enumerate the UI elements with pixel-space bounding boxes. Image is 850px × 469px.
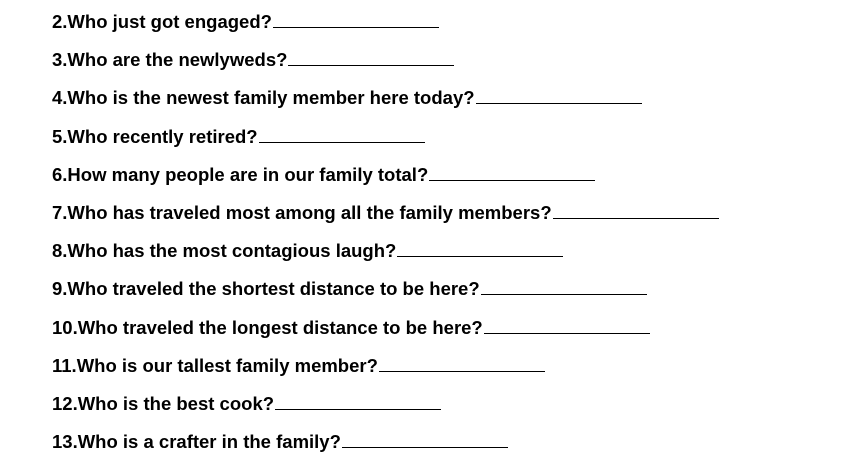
answer-blank[interactable] [273, 26, 439, 28]
question-text: 4.Who is the newest family member here today? [52, 87, 475, 109]
question-item [52, 240, 719, 278]
question-item [52, 431, 719, 469]
question-item [52, 126, 719, 164]
answer-blank[interactable] [379, 370, 545, 372]
answer-blank[interactable] [288, 64, 454, 66]
answer-blank[interactable] [259, 141, 425, 143]
question-text: 11.Who is our tallest family member? [52, 354, 378, 376]
question-text: 9.Who traveled the shortest distance to be here? [52, 278, 480, 300]
answer-blank[interactable] [397, 255, 563, 257]
question-text: 12.Who is the best cook? [52, 392, 275, 414]
question-item [52, 164, 719, 202]
answer-blank[interactable] [553, 217, 719, 219]
question-text: 7.Who has traveled most among all the family members? [52, 201, 552, 223]
question-item [52, 11, 719, 49]
answer-blank[interactable] [342, 446, 508, 448]
question-text: 10.Who traveled the longest distance to be here? [52, 316, 483, 338]
question-text: 5.Who recently retired? [52, 125, 258, 147]
answer-blank[interactable] [429, 179, 595, 181]
answer-blank[interactable] [484, 332, 650, 334]
question-item [52, 278, 719, 316]
question-item [52, 87, 719, 125]
question-text: 13.Who is a crafter in the family? [52, 431, 341, 453]
question-text: 3.Who are the newlyweds? [52, 49, 288, 71]
question-item [52, 393, 719, 431]
question-text: 8.Who has the most contagious laugh? [52, 240, 397, 262]
answer-blank[interactable] [275, 408, 441, 410]
question-text: 2.Who just got engaged? [52, 11, 272, 32]
question-text: 6.How many people are in our family total? [52, 163, 429, 185]
answer-blank[interactable] [476, 102, 642, 104]
question-item [52, 317, 719, 355]
answer-blank[interactable] [481, 293, 647, 295]
question-item [52, 49, 719, 87]
question-item [52, 355, 719, 393]
question-list [52, 11, 719, 469]
question-item [52, 202, 719, 240]
